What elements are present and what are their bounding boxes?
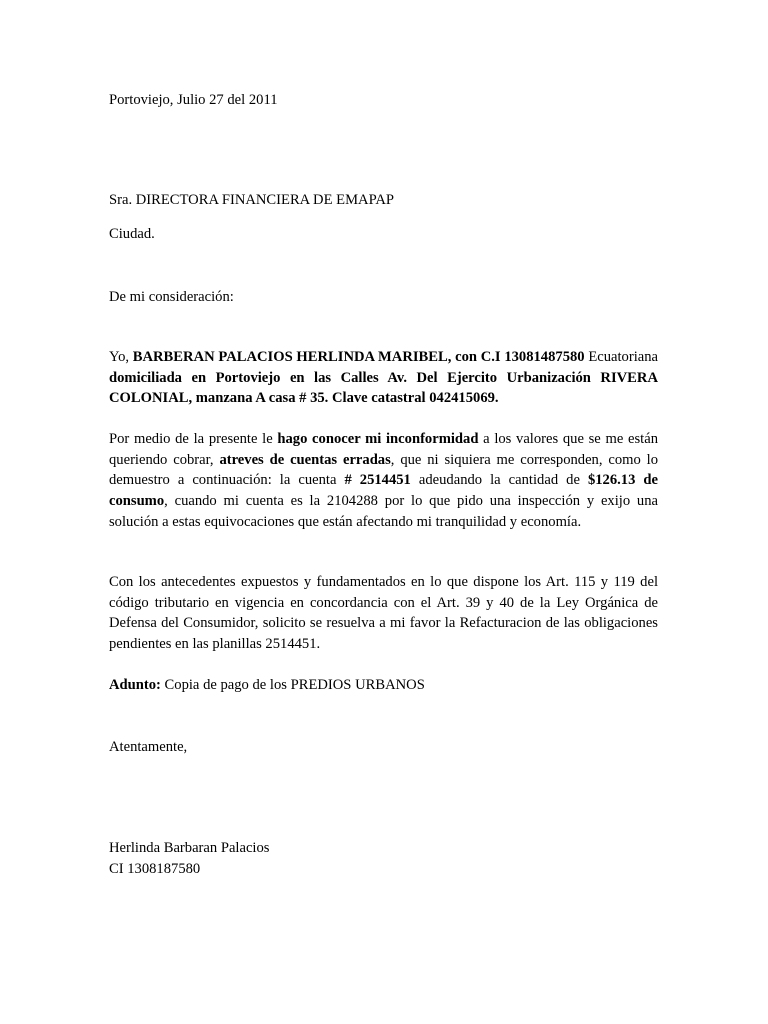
body1-text-5: , cuando mi cuenta es la 2104288 por lo que pido una inspección y exijo una solución a estas equivocaciones que están afectando mi tranquilidad y economía. xyxy=(109,493,658,530)
intro-paragraph xyxy=(109,347,658,409)
intro-yo: Yo, xyxy=(109,349,133,365)
closing: Atentamente, xyxy=(109,739,188,755)
body1-text-1: Por medio de la presente le xyxy=(109,431,278,447)
intro-address: domiciliada en Portoviejo en las Calles Av. Del Ejercito Urbanización RIVERA COLONIAL, manzana A casa # 35. Clave catastral 042415069. xyxy=(109,369,658,407)
body1-bold-2: atreves de cuentas erradas xyxy=(219,451,391,468)
body-paragraph-2: Con los antecedentes expuestos y fundamentados en lo que dispone los Art. 115 y 119 del código tributario en vigencia en concordancia con el Art. 39 y 40 de la Ley Orgánica de Defensa del Consumidor, solicito se resuelva a mi favor la Refacturacion de las obligaciones pendientes en las planillas 2514451. xyxy=(109,574,658,653)
body1-text-3: , que ni siquiera me corresponden, como lo demuestro a continuación: la cuenta xyxy=(109,451,659,489)
body1-text-4: adeudando la cantidad de xyxy=(410,472,588,489)
body-paragraph-1 xyxy=(109,429,658,533)
attachment-line xyxy=(109,675,425,696)
body1-bold-4: $126.13 de consumo xyxy=(109,472,659,510)
intro-name-id: BARBERAN PALACIOS HERLINDA MARIBEL, con C.I 13081487580 xyxy=(132,349,585,365)
signature-name: Herlinda Barbaran Palacios xyxy=(109,840,270,856)
signature-id: CI 1308187580 xyxy=(109,861,201,877)
body1-bold-1: hago conocer mi inconformidad xyxy=(277,431,479,447)
intro-nationality: Ecuatoriana xyxy=(584,349,659,365)
body1-text-2: a los valores que se me están queriendo cobrar, xyxy=(109,431,658,468)
attachment-label: Adunto: xyxy=(109,677,161,693)
salutation: De mi consideración: xyxy=(109,289,234,305)
date-line: Portoviejo, Julio 27 del 2011 xyxy=(109,92,278,108)
body1-bold-3: # 2514451 xyxy=(344,472,411,489)
attachment-text: Copia de pago de los PREDIOS URBANOS xyxy=(160,677,425,693)
city-line: Ciudad. xyxy=(109,226,155,242)
recipient-line: Sra. DIRECTORA FINANCIERA DE EMAPAP xyxy=(109,192,395,208)
